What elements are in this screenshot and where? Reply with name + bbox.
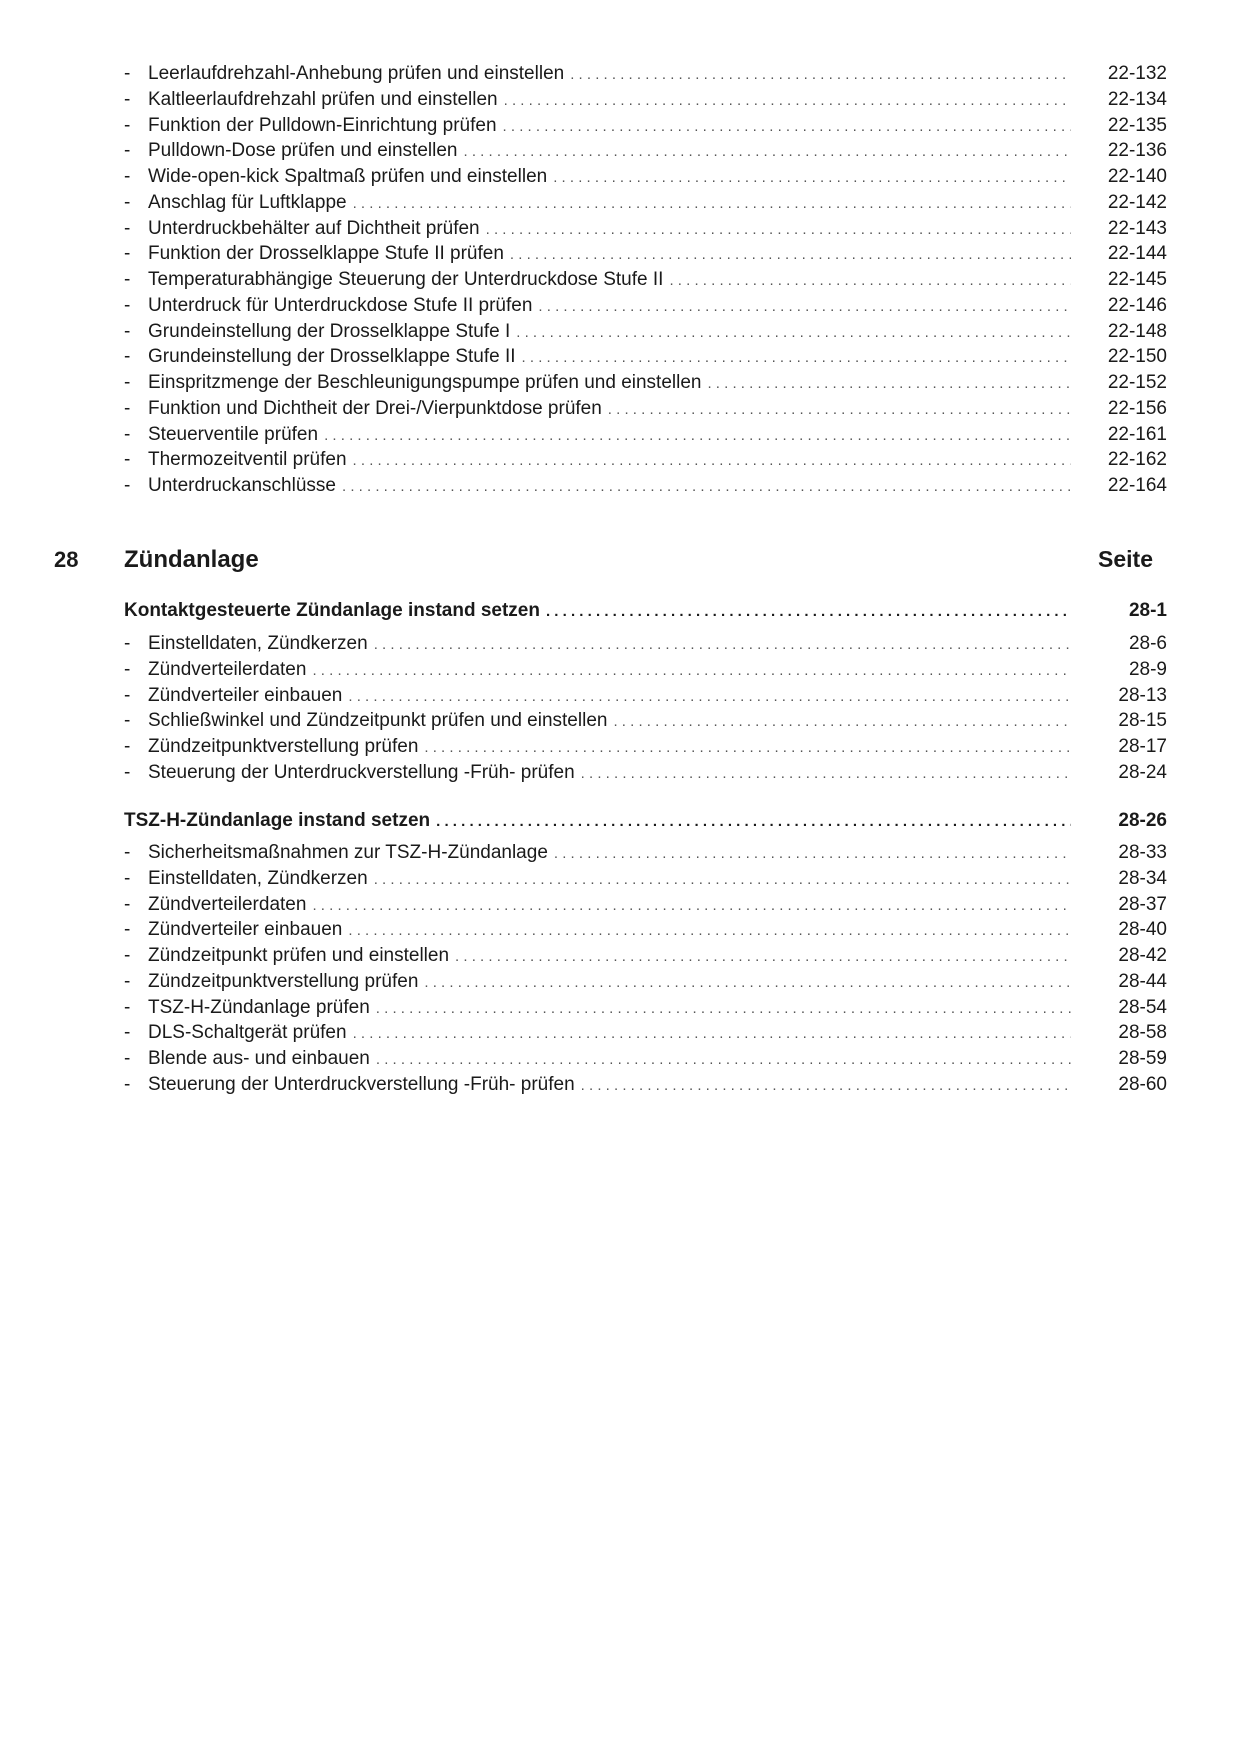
- toc-entry-page: 28-44: [1118, 970, 1167, 992]
- list-bullet: -: [124, 449, 131, 471]
- toc-entry-label: Unterdruck für Unterdruckdose Stufe II prüfen: [148, 294, 533, 316]
- toc-entry: [124, 241, 1167, 267]
- toc-entry-label: Einstelldaten, Zündkerzen: [148, 867, 368, 889]
- toc-entry-page: 28-42: [1118, 945, 1167, 966]
- toc-entry-label: Zündzeitpunktverstellung prüfen: [148, 736, 419, 757]
- toc-entry-label: Funktion der Drosselklappe Stufe II prüfen: [148, 243, 504, 265]
- dot-leader: [669, 268, 1071, 294]
- page-column-label: Seite: [1098, 546, 1153, 572]
- dot-leader: [510, 242, 1071, 268]
- dot-leader: [546, 597, 1071, 627]
- toc-entry: [124, 840, 1167, 866]
- toc-entry: [124, 267, 1167, 293]
- toc-entry-page: 22-148: [1107, 320, 1167, 342]
- toc-entry: [124, 344, 1167, 370]
- list-bullet: -: [124, 1073, 131, 1095]
- dot-leader: [324, 423, 1071, 449]
- toc-entry-page: 22-162: [1107, 449, 1167, 471]
- toc-entry-page: 28-13: [1118, 684, 1167, 706]
- dot-leader: [424, 735, 1071, 761]
- toc-subsection-tsz-h-ignition: [124, 806, 1167, 1098]
- toc-entry: [124, 708, 1167, 734]
- list-bullet: -: [124, 243, 131, 265]
- toc-entry-label: Zündverteilerdaten: [148, 658, 307, 680]
- toc-entry-page: 22-135: [1107, 114, 1167, 136]
- toc-entry: [124, 216, 1167, 242]
- list-bullet: -: [124, 893, 131, 915]
- toc-entry: [124, 760, 1167, 786]
- list-bullet: -: [124, 658, 131, 680]
- toc-entry-label: Steuerventile prüfen: [148, 423, 319, 445]
- toc-entry-page: 22-145: [1107, 269, 1167, 290]
- toc-entry-label: Wide-open-kick Spaltmaß prüfen und einstellen: [148, 166, 548, 187]
- toc-entry-page: 22-161: [1107, 423, 1167, 445]
- toc-entry-page: 22-143: [1107, 217, 1167, 239]
- toc-entry-label: Pulldown-Dose prüfen und einstellen: [148, 140, 458, 162]
- dot-leader: [376, 1047, 1071, 1073]
- toc-entry: [124, 892, 1167, 918]
- list-bullet: -: [124, 710, 131, 732]
- list-bullet: -: [124, 842, 131, 863]
- toc-entry-label: Schließwinkel und Zündzeitpunkt prüfen und einstellen: [148, 710, 608, 732]
- dot-leader: [503, 114, 1071, 140]
- toc-entry-page: 28-6: [1128, 633, 1167, 654]
- toc-entry-page: 28-33: [1118, 842, 1167, 863]
- dot-leader: [707, 371, 1071, 397]
- toc-entry: [124, 113, 1167, 139]
- list-bullet: -: [124, 919, 131, 941]
- toc-entry-label: Zündzeitpunktverstellung prüfen: [148, 970, 419, 992]
- toc-entry-label: Unterdruckanschlüsse: [148, 475, 336, 496]
- toc-entry-page: 22-144: [1107, 243, 1167, 265]
- subsection-page: 28-26: [1118, 810, 1167, 831]
- toc-entry-page: 28-60: [1118, 1073, 1167, 1095]
- toc-entry-label: TSZ-H-Zündanlage prüfen: [148, 996, 370, 1018]
- toc-entry-page: 22-150: [1107, 346, 1167, 368]
- dot-leader: [463, 139, 1071, 165]
- dot-leader: [353, 448, 1071, 474]
- list-bullet: -: [124, 397, 131, 419]
- toc-entry-page: 28-40: [1118, 919, 1167, 941]
- toc-entry: [124, 943, 1167, 969]
- list-bullet: -: [124, 475, 131, 496]
- toc-entry-page: 28-24: [1118, 761, 1167, 783]
- toc-entry: [124, 473, 1167, 499]
- toc-entry: [124, 734, 1167, 760]
- toc-entry-page: 28-9: [1128, 658, 1167, 680]
- toc-entry-page: 28-37: [1118, 893, 1167, 915]
- dot-leader: [348, 918, 1071, 944]
- toc-list-continued: [124, 61, 1167, 499]
- toc-entry: [124, 293, 1167, 319]
- toc-entry: [124, 1046, 1167, 1072]
- toc-entry: [124, 995, 1167, 1021]
- toc-entry-page: 22-136: [1107, 140, 1167, 162]
- list-bullet: -: [124, 63, 131, 84]
- toc-entry-label: Steuerung der Unterdruckverstellung -Früh- prüfen: [148, 761, 575, 783]
- subsection-page: 28-1: [1128, 600, 1167, 621]
- dot-leader: [613, 709, 1071, 735]
- toc-entry-page: 28-54: [1118, 996, 1167, 1018]
- toc-entry-label: Funktion und Dichtheit der Drei-/Vierpunktdose prüfen: [148, 397, 602, 419]
- toc-subsection-contact-ignition: [124, 596, 1167, 786]
- toc-entry-page: 22-134: [1107, 88, 1167, 110]
- list-bullet: -: [124, 633, 131, 654]
- list-bullet: -: [124, 88, 131, 110]
- toc-entry: [124, 683, 1167, 709]
- list-bullet: -: [124, 761, 131, 783]
- list-bullet: -: [124, 867, 131, 889]
- toc-entry-label: Unterdruckbehälter auf Dichtheit prüfen: [148, 217, 480, 239]
- list-bullet: -: [124, 996, 131, 1018]
- toc-entry-page: 28-58: [1118, 1022, 1167, 1044]
- toc-entry-label: Einspritzmenge der Beschleunigungspumpe prüfen und einstellen: [148, 372, 702, 393]
- toc-entry-label: Funktion der Pulldown-Einrichtung prüfen: [148, 114, 497, 136]
- dot-leader: [553, 165, 1071, 191]
- toc-entry-label: Zündzeitpunkt prüfen und einstellen: [148, 945, 450, 966]
- toc-entry: [124, 61, 1167, 87]
- list-bullet: -: [124, 166, 131, 187]
- dot-leader: [516, 320, 1071, 346]
- chapter-header: [54, 546, 1167, 574]
- list-bullet: -: [124, 269, 131, 290]
- dot-leader: [353, 191, 1071, 217]
- toc-entry-page: 28-17: [1118, 736, 1167, 757]
- toc-entry: [124, 657, 1167, 683]
- dot-leader: [376, 996, 1071, 1022]
- toc-entry: [124, 87, 1167, 113]
- toc-entry-page: 22-132: [1107, 63, 1167, 84]
- toc-entry-page: 28-34: [1118, 867, 1167, 889]
- toc-entry-label: Grundeinstellung der Drosselklappe Stufe II: [148, 346, 516, 368]
- dot-leader: [581, 761, 1071, 787]
- subsection-heading: [124, 596, 1167, 626]
- chapter-number: 28: [54, 547, 79, 572]
- chapter-title: Zündanlage: [124, 546, 259, 573]
- toc-entry: [124, 164, 1167, 190]
- dot-leader: [581, 1073, 1071, 1099]
- list-bullet: -: [124, 372, 131, 393]
- dot-leader: [504, 88, 1071, 114]
- list-bullet: -: [124, 1022, 131, 1044]
- list-bullet: -: [124, 684, 131, 706]
- subsection-title: TSZ-H-Zündanlage instand setzen: [124, 810, 431, 831]
- dot-leader: [522, 345, 1071, 371]
- toc-entry: [124, 917, 1167, 943]
- dot-leader: [374, 867, 1071, 893]
- list-bullet: -: [124, 217, 131, 239]
- list-bullet: -: [124, 945, 131, 966]
- toc-entry-label: Zündverteilerdaten: [148, 893, 307, 915]
- toc-entry-label: Kaltleerlaufdrehzahl prüfen und einstellen: [148, 88, 498, 110]
- toc-entry-label: Anschlag für Luftklappe: [148, 191, 347, 213]
- dot-leader: [312, 893, 1071, 919]
- subsection-items: [124, 631, 1167, 786]
- toc-entry: [124, 866, 1167, 892]
- toc-entry: [124, 319, 1167, 345]
- dot-leader: [312, 658, 1071, 684]
- dot-leader: [424, 970, 1071, 996]
- toc-entry: [124, 969, 1167, 995]
- dot-leader: [348, 684, 1071, 710]
- toc-entry-page: 22-142: [1107, 191, 1167, 213]
- toc-entry: [124, 190, 1167, 216]
- list-bullet: -: [124, 294, 131, 316]
- toc-entry-page: 22-140: [1107, 166, 1167, 187]
- toc-entry-page: 28-59: [1118, 1048, 1167, 1069]
- toc-entry: [124, 396, 1167, 422]
- toc-entry-label: Zündverteiler einbauen: [148, 919, 343, 941]
- toc-entry-label: Sicherheitsmaßnahmen zur TSZ-H-Zündanlage: [148, 842, 548, 863]
- subsection-title: Kontaktgesteuerte Zündanlage instand setzen: [124, 600, 540, 621]
- dot-leader: [486, 217, 1071, 243]
- list-bullet: -: [124, 736, 131, 757]
- toc-entry-label: Leerlaufdrehzahl-Anhebung prüfen und einstellen: [148, 63, 565, 84]
- dot-leader: [455, 944, 1071, 970]
- list-bullet: -: [124, 970, 131, 992]
- list-bullet: -: [124, 140, 131, 162]
- toc-entry-page: 22-164: [1107, 475, 1167, 496]
- list-bullet: -: [124, 320, 131, 342]
- dot-leader: [554, 841, 1071, 867]
- toc-entry-page: 22-156: [1107, 397, 1167, 419]
- dot-leader: [342, 474, 1071, 500]
- list-bullet: -: [124, 114, 131, 136]
- list-bullet: -: [124, 346, 131, 368]
- toc-entry: [124, 1020, 1167, 1046]
- toc-entry: [124, 1072, 1167, 1098]
- toc-entry-page: 22-152: [1107, 372, 1167, 393]
- toc-entry-label: DLS-Schaltgerät prüfen: [148, 1022, 347, 1044]
- dot-leader: [353, 1021, 1071, 1047]
- toc-entry: [124, 631, 1167, 657]
- dot-leader: [538, 294, 1071, 320]
- toc-entry: [124, 447, 1167, 473]
- dot-leader: [436, 807, 1071, 837]
- dot-leader: [570, 62, 1071, 88]
- toc-entry-label: Steuerung der Unterdruckverstellung -Früh- prüfen: [148, 1073, 575, 1095]
- list-bullet: -: [124, 1048, 131, 1069]
- toc-entry-label: Zündverteiler einbauen: [148, 684, 343, 706]
- toc-entry-label: Temperaturabhängige Steuerung der Unterdruckdose Stufe II: [148, 269, 664, 290]
- toc-entry-label: Blende aus- und einbauen: [148, 1048, 370, 1069]
- subsection-items: [124, 840, 1167, 1098]
- toc-entry-page: 28-15: [1118, 710, 1167, 732]
- list-bullet: -: [124, 191, 131, 213]
- dot-leader: [374, 632, 1071, 658]
- toc-entry-label: Einstelldaten, Zündkerzen: [148, 633, 368, 654]
- list-bullet: -: [124, 423, 131, 445]
- toc-entry-label: Grundeinstellung der Drosselklappe Stufe I: [148, 320, 511, 342]
- dot-leader: [608, 397, 1071, 423]
- toc-entry: [124, 422, 1167, 448]
- toc-entry-page: 22-146: [1107, 294, 1167, 316]
- toc-entry: [124, 370, 1167, 396]
- toc-entry: [124, 138, 1167, 164]
- toc-entry-label: Thermozeitventil prüfen: [148, 449, 347, 471]
- subsection-heading: [124, 806, 1167, 836]
